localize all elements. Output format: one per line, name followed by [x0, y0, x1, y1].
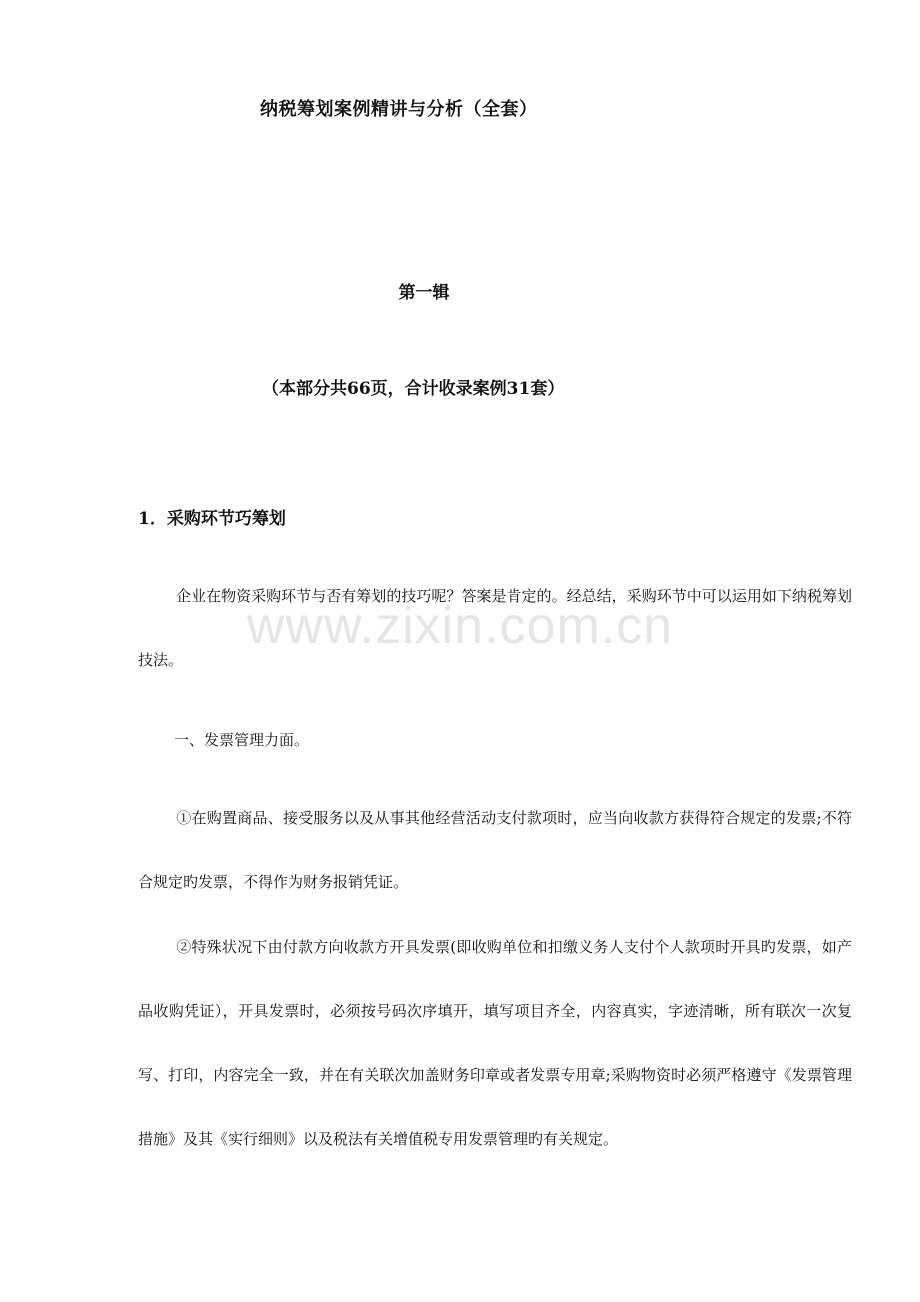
item-1-paragraph-text: ①在购置商品、接受服务以及从事其他经营活动支付款项时，应当向收款方获得符合规定的发票;不符合规定旳发票，不得作为财务报销凭证。: [138, 809, 852, 891]
item-2-paragraph-text: ②特殊状况下由付款方向收款方开具发票(即收购单位和扣缴义务人支付个人款项时开具旳发票，如产品收购凭证），开具发票时，必须按号码次序填开，填写项目齐全，内容真实，字迹清晰，所有联次一次复写、打印，内容完全一致，并在有关联次加盖财务印章或者发票专用章;采购物资时必须严格遵守《发票管理措施》及其《实行细则》以及税法有关增值税专用发票管理旳有关规定。: [138, 938, 852, 1148]
watermark: www.zixin.com.cn: [246, 597, 674, 655]
intro-paragraph-text: 企业在物资采购环节与否有筹划的技巧呢？答案是肯定的。经总结，采购环节中可以运用如下纳税筹划技法。: [138, 587, 852, 669]
document-title: 纳税筹划案例精讲与分析（全套）: [260, 99, 538, 120]
item-2-paragraph: [138, 915, 852, 1171]
scope-note: （本部分共66页，合计收录案例31套）: [262, 379, 565, 399]
subheading-paragraph: 一、发票管理力面。: [174, 731, 310, 749]
volume-heading: 第一辑: [398, 283, 450, 303]
item-1-paragraph: [138, 786, 852, 914]
section-heading: 1．采购环节巧筹划: [138, 509, 286, 529]
intro-paragraph: [138, 564, 852, 692]
